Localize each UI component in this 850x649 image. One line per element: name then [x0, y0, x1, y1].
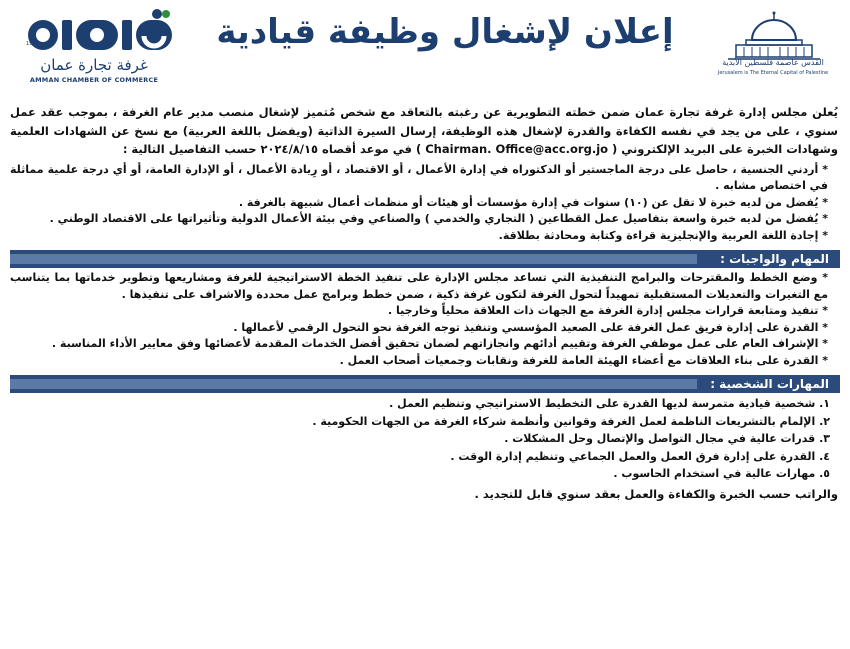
chamber-name-arabic: غرفة تجارة عمان	[40, 56, 148, 74]
advertisement-body	[10, 103, 838, 503]
list-item: * وضع الخطط والمقترحات والبرامج التنفيذية التي تساعد مجلس الإدارة على تنفيذ الخطة الاستراتيجية للغرفة ومشاريعها وتطوير خدماتها بما يتناسب مع التغيرات والتعديلات المستقبلية تمهيداً لتحول الغرفة لتكون غرفة ذكية ، ضمن خطط وبرامج عمل محددة والاشراف على تنفيذها .	[10, 271, 828, 301]
list-item: ٥. مهارات عالية في استخدام الحاسوب .	[613, 467, 830, 480]
list-item: * تنفيذ ومتابعة قرارات مجلس إدارة الغرفة مع الجهات ذات العلاقة محلياً وخارجيا .	[388, 304, 828, 317]
list-item: ٢. الإلمام بالتشريعات الناظمة لعمل الغرفة وقوانين وأنظمة شركاء الغرفة من الجهات الحكومية .	[312, 414, 830, 428]
list-item: ٣. قدرات عالية في مجال التواصل والإتصال وحل المشكلات .	[504, 432, 830, 445]
page-title: إعلان لإشغال وظيفة قيادية	[216, 12, 674, 52]
amman-chamber-logo	[22, 6, 182, 86]
list-item: ١. شخصية قيادية متمرسة لديها القدرة على التخطيط الاستراتيجي وتنظيم العمل .	[389, 397, 830, 410]
established-year: 1923	[26, 41, 39, 47]
list-item: * الإشراف العام على عمل موظفي الغرفة وتقييم أدائهم وانجازاتهم لضمان تحقيق أفضل الخدمات المقدمة لأعضائها وفق معايير الأداء المناسبة .	[51, 337, 828, 350]
requirements-list	[10, 162, 838, 245]
chamber-name-english: AMMAN CHAMBER OF COMMERCE	[29, 76, 159, 84]
jerusalem-caption-arabic: القدس عاصمة فلسطين الأبدية	[722, 58, 824, 67]
skills-heading: المهارات الشخصية :	[696, 375, 837, 393]
skills-heading-bar	[10, 375, 840, 393]
list-item: ٤. القدرة على إدارة فرق العمل والعمل الجماعي وتنظيم إدارة الوقت .	[450, 449, 830, 463]
list-item: * يُفضل من لديه خبرة لا تقل عن (١٠) سنوات في إدارة مؤسسات أو هيئات أو منظمات أعمال شبيهة بالغرفة .	[238, 195, 828, 209]
list-item: * إجادة اللغة العربية والإنجليزية قراءة وكتابة ومحادثة بطلاقة.	[498, 228, 828, 242]
duties-heading-bar	[10, 250, 840, 268]
duties-heading: المهام والواجبات :	[706, 250, 837, 268]
salary-note: والراتب حسب الخبرة والكفاءة والعمل بعقد سنوي قابل للتجديد .	[474, 486, 838, 501]
intro-paragraph: يُعلن مجلس إدارة غرفة تجارة عمان ضمن خطته التطويرية عن رغبته بالتعاقد مع شخص مُتميز لإشغال منصب مدير عام الغرفة ، بموجب عقد عمل سنوي ، على من يجد في نفسه الكفاءة والقدرة لإشغال هذه الوظيفة، إرسال السيرة الذاتية (ويفضل باللغة العربية) مع نسخ عن الشهادات العلمية وشهادات الخبرة على البريد الإلكتروني ( Chairman. Office@acc.org.jo ) في موعد أقصاه ٢٠٢٤/٨/١٥ حسب التفاصيل التالية :	[10, 105, 838, 156]
list-item: * أردني الجنسية ، حاصل على درجة الماجستير أو الدكتوراه في إدارة الأعمال ، أو الاقتصاد ، أو رِيادة الأعمال ، أو الإدارة العامة، أو أي درجة علمية مماثلة في اختصاص مشابه .	[10, 162, 828, 192]
jerusalem-caption-english: Jerusalem is The Eternal Capital of Palestine	[717, 70, 829, 76]
list-item: * القدرة على بناء العلاقات مع أعضاء الهيئة العامة للغرفة ونقابات وجمعيات أصحاب العمل .	[339, 353, 828, 367]
list-item: * القدرة على إدارة فريق عمل الغرفة على الصعيد المؤسسي وتنفيذ توجه الغرفة نحو التحول الرقمي لأعمالها .	[233, 320, 828, 334]
duties-list	[10, 270, 838, 369]
skills-list	[10, 395, 838, 483]
list-item: * يُفضل من لديه خبرة واسعة بتفاصيل عمل القطاعين ( التجاري والخدمي ) والصناعي وفي بيئة الأعمال الدولية وتأثيراتها على الاقتصاد الوطني .	[49, 212, 828, 225]
